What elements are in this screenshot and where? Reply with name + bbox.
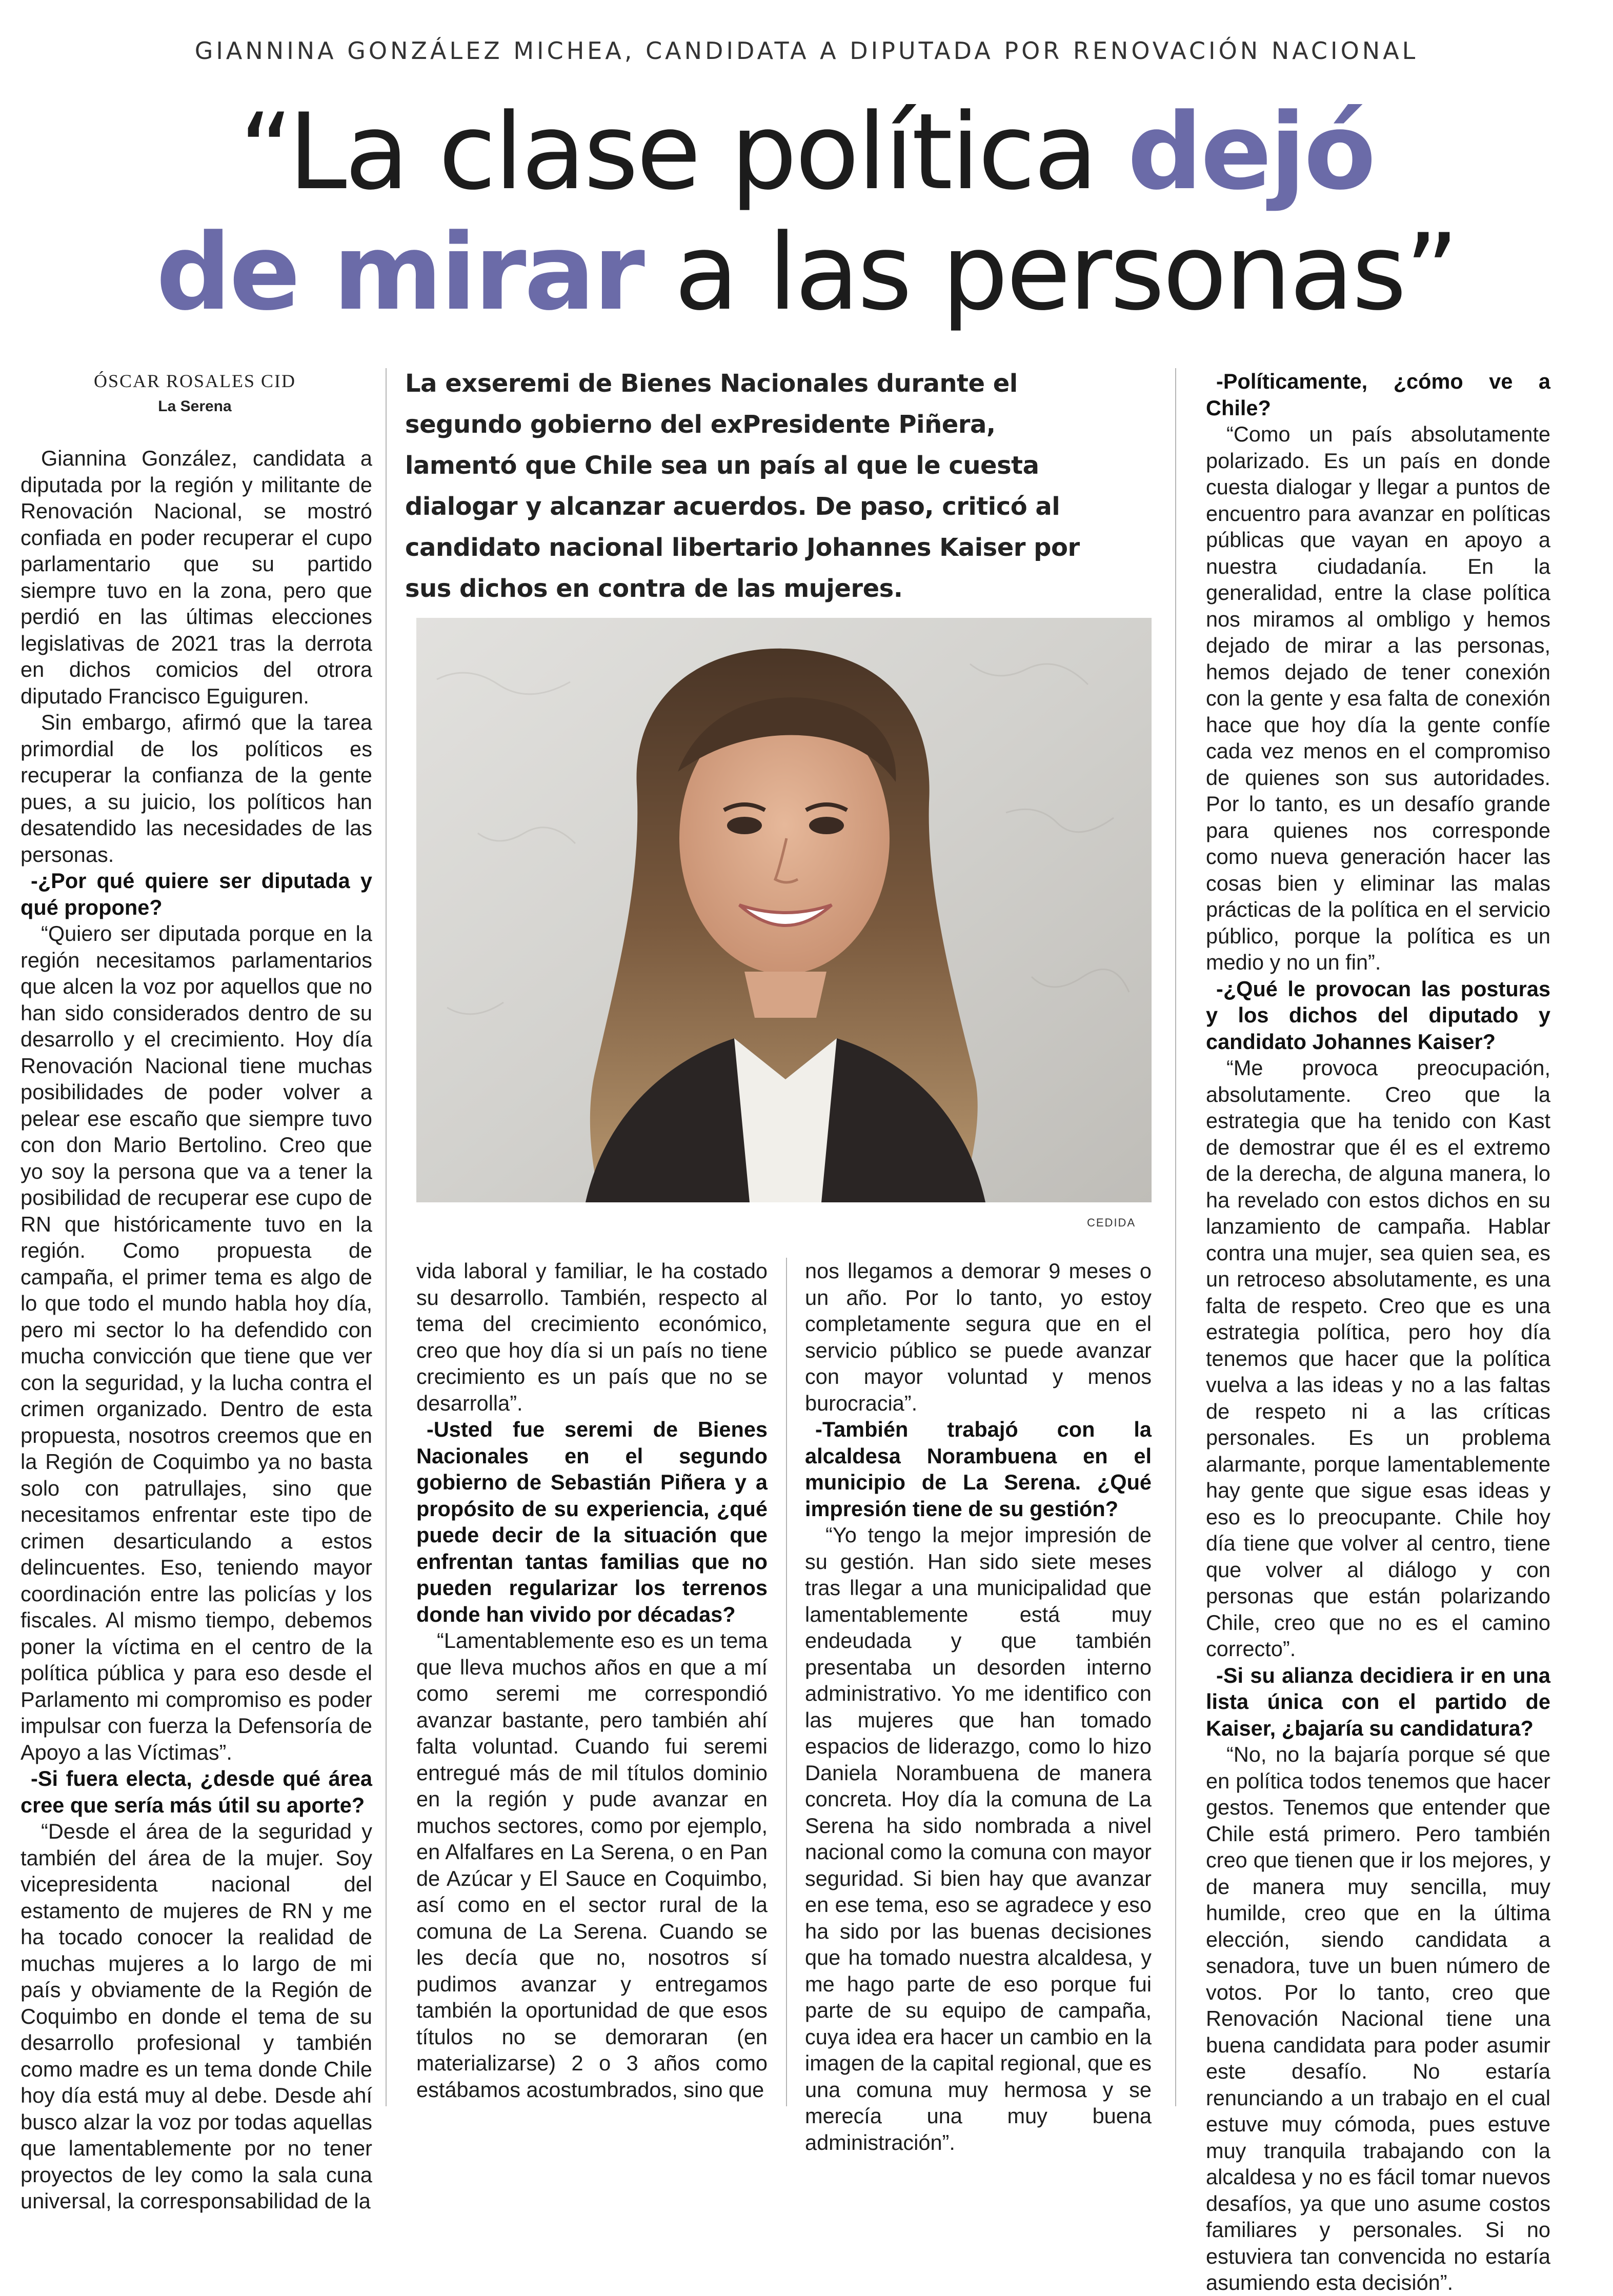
column-divider bbox=[386, 368, 387, 2106]
body-paragraph: Sin embargo, afirmó que la tarea primordial de los políticos es recuperar la confianza de la gente pues, a su juicio, los políticos han desatendido las necesidades de las personas. bbox=[21, 710, 372, 867]
candidate-photo bbox=[416, 618, 1152, 1202]
headline-part-1: “La clase política bbox=[239, 91, 1127, 213]
byline-author: ÓSCAR ROSALES CID bbox=[93, 371, 296, 391]
article-column-3 bbox=[805, 1258, 1152, 2154]
column-divider bbox=[786, 1258, 787, 2106]
interview-question: -Si su alianza decidiera ir en una lista única con el partido de Kaiser, ¿bajaría su candidatura? bbox=[1206, 1663, 1550, 1740]
interview-question: -Políticamente, ¿cómo ve a Chile? bbox=[1206, 369, 1550, 420]
body-paragraph: “Me provoca preocupación, absolutamente. Creo que la estrategia que ha tenido con Kast de demostrar que él es el extremo de la derecha, de alguna manera, lo ha revelado con estos dichos en su lanzamiento de campaña. Hablar contra una mujer, sea quien sea, es un retroceso absolutamente, es una falta de respeto. Creo que es una estrategia política, pero hoy día tenemos que hacer que la política vuelva a las ideas y no a las faltas de respeto ni a las críticas personales. Es un problema alarmante, porque lamentablemente hay gente que sigue esas ideas y eso es lo preocupante. Chile hoy día tiene que volver al centro, tiene que volver al diálogo y con personas que están polarizando Chile, creo que no es el camino correcto”. bbox=[1206, 1056, 1550, 1661]
lead-paragraph: La exseremi de Bienes Nacionales durante el segundo gobierno del exPresidente Piñera, lamentó que Chile sea un país al que le cuesta dialogar y alcanzar acuerdos. De paso, criticó al candidato nacional libertario Johannes Kaiser por sus dichos en contra de las mujeres. bbox=[405, 369, 1080, 603]
body-paragraph: “Desde el área de la seguridad y también del área de la mujer. Soy vicepresidenta nacional del estamento de mujeres de RN y me ha tocado conocer la realidad de muchas mujeres a lo largo de mi país y obviamente de la Región de Coquimbo en donde el tema de su desarrollo profesional y también como madre es un tema donde Chile hoy día está muy al debe. Desde ahí busco alzar la voz por todas aquellas que lamentablemente por no tener proyectos de ley como la sala cuna universal, la corresponsabilidad de la bbox=[21, 1819, 372, 2213]
byline bbox=[21, 370, 369, 415]
article-column-1 bbox=[21, 445, 372, 2213]
kicker: GIANNINA GONZÁLEZ MICHEA, CANDIDATA A DIPUTADA POR RENOVACIÓN NACIONAL bbox=[194, 37, 1419, 65]
body-paragraph: “Quiero ser diputada porque en la región necesitamos parlamentarios que alcen la voz por aquellos que no han sido considerados dentro de su desarrollo y el crecimiento. Hoy día Renovación Nacional tiene muchas posibilidades de poder volver a pelear ese escaño que siempre tuvo con don Mario Bertolino. Creo que yo soy la persona que va a tener la posibilidad de recuperar ese cupo de RN que históricamente tuvo en la región. Como propuesta de campaña, el primer tema es algo de lo que todo el mundo habla hoy día, pero mi sector lo ha defendido con mucha convicción que tiene que ver con la seguridad, y la lucha contra el crimen organizado. Dentro de esta propuesta, nosotros creemos que en la Región de Coquimbo ya no basta solo con patrullajes, sino que necesitamos enfrentar este tipo de crimen desarticulando a estos delincuentes. Eso, teniendo mayor coordinación entre las policías y los fiscales. Al mismo tiempo, debemos poner la víctima en el centro de la política pública y para eso desde el Parlamento mi compromiso es poder impulsar con fuerza la Defensoría de Apoyo a las Víctimas”. bbox=[21, 921, 372, 1764]
body-paragraph: “No, no la bajaría porque sé que en política todos tenemos que hacer gestos. Tenemos que entender que Chile está primero. Pero también creo que tienen que ir los mejores, y de manera muy sencilla, muy humilde, creo que en la última elección, siendo candidata a senadora, tuve un buen número de votos. Por lo tanto, creo que Renovación Nacional tiene una buena candidata para poder asumir este desafío. No estaría renunciando a un trabajo en el cual estuve muy cómoda, pues estuve muy tranquila trabajando con la alcaldesa y no es fácil tomar nuevos desafíos, ya que uno asume costos familiares y personales. Si no estuviera tan convencida no estaría asumiendo esta decisión”. bbox=[1206, 1742, 1550, 2294]
article-column-2 bbox=[416, 1258, 768, 2109]
headline bbox=[154, 92, 1459, 333]
interview-question: -Usted fue seremi de Bienes Nacionales en el segundo gobierno de Sebastián Piñera y a propósito de su experiencia, ¿qué puede decir de la situación que enfrentan tantas familias que no pueden regularizar los terrenos donde han vivido por décadas? bbox=[416, 1417, 768, 1626]
article-column-4 bbox=[1206, 368, 1550, 2294]
body-paragraph: “Como un país absolutamente polarizado. Es un país en donde cuesta dialogar y llegar a puntos de encuentro para avanzar en políticas públicas que vayan en apoyo a nuestra ciudadanía. En la generalidad, entre la clase política nos miramos al ombligo y hemos dejado de mirar a las personas, hemos dejado de tener conexión con la gente y esa falta de conexión hace que hoy día la gente confíe cada vez menos en el compromiso de quienes son sus autoridades. Por lo tanto, es un desafío grande para quienes nos corresponde como nueva generación hacer las cosas bien y eliminar las malas prácticas de la política en el servicio público, porque la política es un medio y no un fin”. bbox=[1206, 422, 1550, 974]
body-paragraph: “Lamentablemente eso es un tema que lleva muchos años en que a mí como seremi me correspondió avanzar bastante, pero también ahí falta voluntad. Cuando fui seremi entregué más de mil títulos dominio en la región y pude avanzar en muchos sectores, como por ejemplo, en Alfalfares en La Serena, o en Pan de Azúcar y El Sauce en Coquimbo, así como en el sector rural de la comuna de La Serena. Cuando se les decía que no, nosotros sí pudimos avanzar y entregamos también la oportunidad de que esos títulos no se demoraran (en materializarse) 2 o 3 años como estábamos acostumbrados, sino que bbox=[416, 1628, 768, 2102]
headline-highlight: dejó de mirar bbox=[156, 91, 1374, 334]
column-divider bbox=[1175, 368, 1176, 2106]
body-paragraph: vida laboral y familiar, le ha costado su desarrollo. También, respecto al tema del crecimiento económico, creo que hoy día si un país no tiene crecimiento es un país que no se desarrolla”. bbox=[416, 1259, 768, 1415]
body-paragraph: Giannina González, candidata a diputada por la región y militante de Renovación Nacional, se mostró confiada en poder recuperar el cupo parlamentario que su partido siempre tuvo en la zona, pero que perdió en las últimas elecciones legislativas de 2021 tras la derrota en dichos comicios del otrora diputado Francisco Eguiguren. bbox=[21, 446, 372, 708]
interview-question: -¿Por qué quiere ser diputada y qué propone? bbox=[21, 869, 372, 919]
photo-credit: CEDIDA bbox=[1087, 1216, 1136, 1229]
interview-question: -¿Qué le provocan las posturas y los dichos del diputado y candidato Johannes Kaiser? bbox=[1206, 976, 1550, 1054]
interview-question: -También trabajó con la alcaldesa Norambuena en el municipio de La Serena. ¿Qué impresión tiene de su gestión? bbox=[805, 1417, 1152, 1521]
interview-question: -Si fuera electa, ¿desde qué área cree que sería más útil su aporte? bbox=[21, 1766, 372, 1817]
body-paragraph: “Yo tengo la mejor impresión de su gestión. Han sido siete meses tras llegar a una municipalidad que lamentablemente está muy endeudada y que también presentaba un desorden interno administrativo. Yo me identifico con las mujeres que han tomado espacios de liderazgo, como lo hizo Daniela Norambuena de manera concreta. Hoy día la comuna de La Serena ha sido nombrada a nivel nacional como la comuna con mayor seguridad. Si bien hay que avanzar en ese tema, eso se agradece y eso ha sido por las buenas decisiones que ha tomado nuestra alcaldesa, y me hago parte de eso porque fui parte de su equipo de campaña, cuya idea era hacer un cambio en la imagen de la capital regional, que es una comuna muy hermosa y se merecía una muy buena administración”. bbox=[805, 1523, 1152, 2154]
byline-location: La Serena bbox=[158, 398, 232, 415]
body-paragraph: nos llegamos a demorar 9 meses o un año. Por lo tanto, yo estoy completamente segura que en el servicio público se puede avanzar con mayor voluntad y menos burocracia”. bbox=[805, 1259, 1152, 1415]
headline-part-2: a las personas” bbox=[642, 212, 1457, 334]
